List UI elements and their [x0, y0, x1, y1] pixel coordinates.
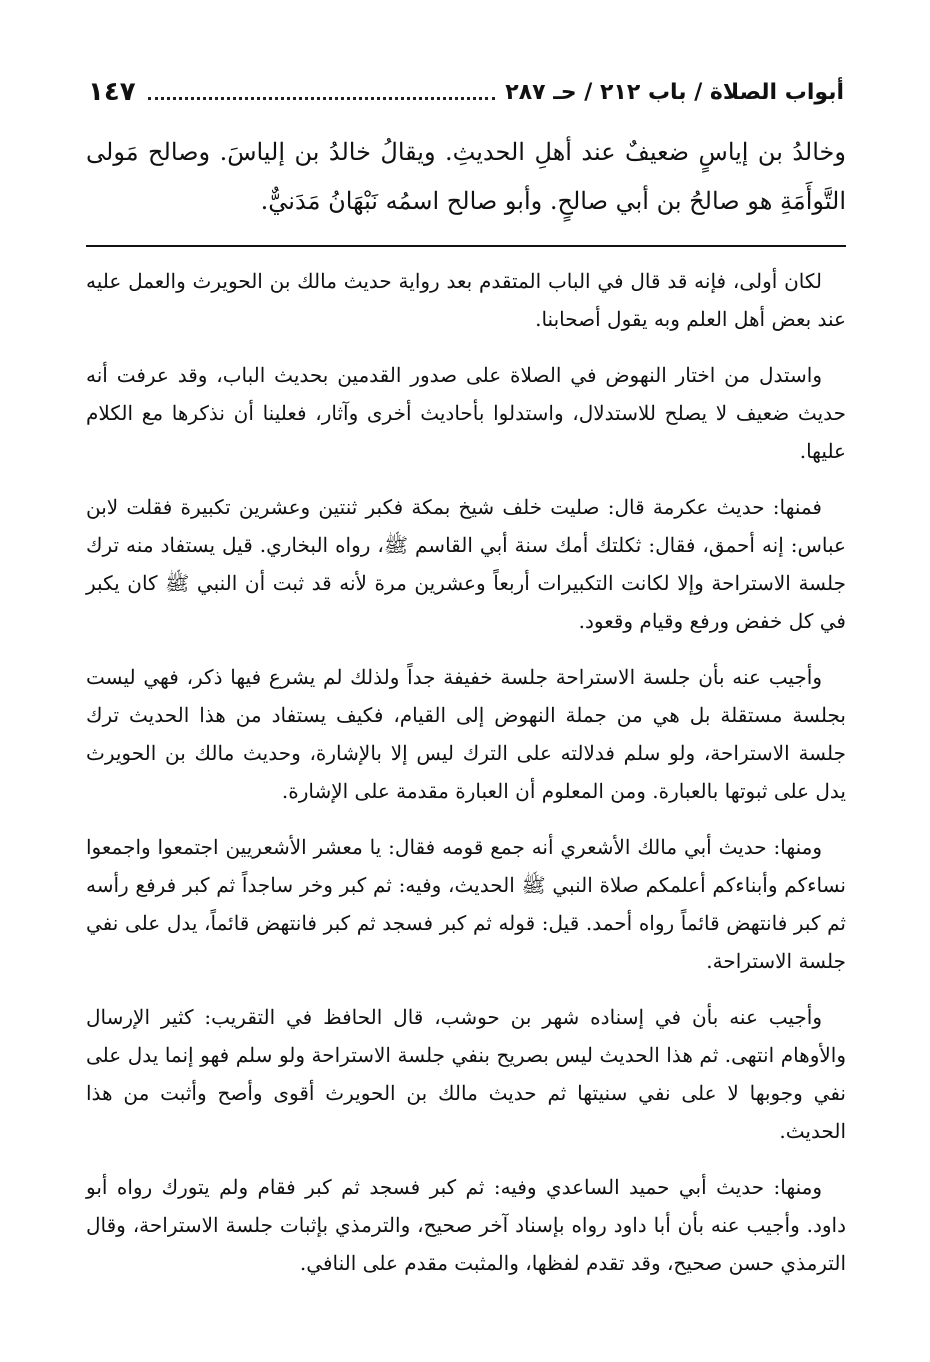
footnote-separator	[86, 245, 846, 247]
page-number: ١٤٧	[88, 77, 136, 107]
running-title: أبواب الصلاة / باب ٢١٢ / حـ ٢٨٧	[505, 79, 844, 105]
commentary-paragraph: واستدل من اختار النهوض في الصلاة على صدور القدمين بحديث الباب، وقد عرفت أنه حديث ضعيف لا يصلح للاستدلال، واستدلوا بأحاديث أخرى وآثار، فعلينا أن نذكرها مع الكلام عليها.	[86, 363, 846, 463]
page-header	[88, 72, 844, 112]
dotted-leader	[148, 95, 496, 100]
commentary-paragraph: لكان أولى، فإنه قد قال في الباب المتقدم بعد رواية حديث مالك بن الحويرث والعمل عليه عند بعض أهل العلم وبه يقول أصحابنا.	[86, 269, 846, 331]
commentary-paragraph: فمنها: حديث عكرمة قال: صليت خلف شيخ بمكة فكبر ثنتين وعشرين تكبيرة فقلت لابن عباس: إنه أحمق، فقال: ثكلتك أمك سنة أبي القاسم ﷺ، رواه البخاري. قيل يستفاد منه ترك جلسة الاستراحة وإلا لكانت التكبيرات أربعاً وعشرين مرة لأنه قد ثبت أن النبي ﷺ كان يكبر في كل خفض ورفع وقيام وقعود.	[86, 495, 846, 633]
commentary-paragraph: ومنها: حديث أبي حميد الساعدي وفيه: ثم كبر فسجد ثم كبر فقام ولم يتورك رواه أبو داود. وأجيب عنه بأن أبا داود رواه بإسناد آخر صحيح، والترمذي بإثبات جلسة الاستراحة، وقال الترمذي حسن صحيح، وقد تقدم لفظها، والمثبت مقدم على النافي.	[86, 1175, 846, 1275]
commentary-paragraph: وأجيب عنه بأن جلسة الاستراحة جلسة خفيفة جداً ولذلك لم يشرع فيها ذكر، فهي ليست بجلسة مستقلة بل هي من جملة النهوض إلى القيام، فكيف يستفاد من هذا الحديث ترك جلسة الاستراحة، ولو سلم فدلالته على الترك ليس إلا بالإشارة، وحديث مالك بن الحويرث يدل على ثبوتها بالعبارة. ومن المعلوم أن العبارة مقدمة على الإشارة.	[86, 665, 846, 803]
main-text: وخالدُ بن إياسٍ ضعيفٌ عند أهلِ الحديثِ. ويقالُ خالدُ بن إلياسَ. وصالح مَولى التَّوأَمَةِ هو صالحُ بن أبي صالحٍ. وأبو صالح اسمُه نَبْهَانُ مَدَنيٌّ.	[86, 138, 846, 215]
commentary	[86, 262, 846, 1300]
commentary-paragraph: ومنها: حديث أبي مالك الأشعري أنه جمع قومه فقال: يا معشر الأشعريين اجتمعوا واجمعوا نساءكم وأبناءكم أعلمكم صلاة النبي ﷺ الحديث، وفيه: ثم كبر وخر ساجداً ثم كبر فرفع رأسه ثم كبر فانتهض قائماً رواه أحمد. قيل: قوله ثم كبر فسجد ثم كبر فانتهض قائماً، يدل على نفي جلسة الاستراحة.	[86, 835, 846, 973]
commentary-paragraph: وأجيب عنه بأن في إسناده شهر بن حوشب، قال الحافظ في التقريب: كثير الإرسال والأوهام انتهى. ثم هذا الحديث ليس بصريح بنفي جلسة الاستراحة ولو سلم فهو إنما يدل على نفي وجوبها لا على نفي سنيتها ثم حديث مالك بن الحويرث أقوى وأصح وأثبت من هذا الحديث.	[86, 1005, 846, 1143]
